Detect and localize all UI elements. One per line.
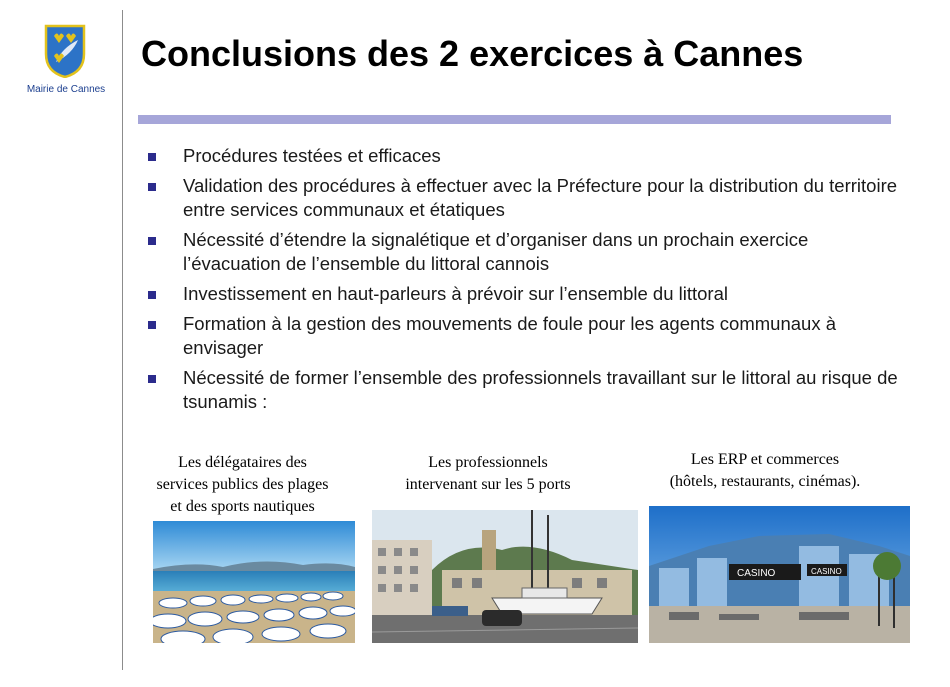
erp-caption-line: (hôtels, restaurants, cinémas). [669, 473, 861, 490]
list-item [148, 174, 898, 222]
beach-caption [140, 452, 345, 518]
page-title: Conclusions des 2 exercices à Cannes [141, 33, 804, 74]
port-photo [372, 510, 638, 643]
casino-photo [649, 506, 910, 643]
svg-text:CASINO: CASINO [811, 567, 842, 576]
erp-caption [650, 449, 880, 493]
logo [14, 24, 114, 95]
cannes-coat-of-arms-icon [44, 24, 86, 78]
bullet-text: Investissement en haut-parleurs à prévoir sur l’ensemble du littoral [183, 283, 728, 304]
bullet-square-icon [148, 375, 156, 383]
bullet-text: Nécessité d’étendre la signalétique et d’organiser dans un prochain exercice l’évacuation de l’ensemble du littoral cannois [183, 229, 809, 274]
port-caption [388, 452, 588, 496]
beach-caption-line: et des sports nautiques [170, 498, 315, 515]
erp-caption-line: Les ERP et commerces [690, 451, 840, 468]
port-caption-line: intervenant sur les 5 ports [405, 476, 571, 493]
bullet-text: Nécessité de former l’ensemble des professionnels travaillant sur le littoral au risque de tsunamis : [183, 367, 898, 412]
bullet-list [148, 144, 898, 420]
logo-caption: Mairie de Cannes [26, 84, 106, 95]
beach-caption-line: Les délégataires des [178, 454, 307, 471]
bullet-text: Procédures testées et efficaces [183, 145, 441, 166]
list-item [148, 228, 898, 276]
bullet-square-icon [148, 237, 156, 245]
port-caption-line: Les professionnels [428, 454, 548, 471]
svg-text:CASINO: CASINO [737, 568, 776, 579]
bullet-square-icon [148, 153, 156, 161]
beach-photo [153, 521, 355, 643]
title-underline-bar [138, 115, 891, 124]
bullet-square-icon [148, 291, 156, 299]
bullet-square-icon [148, 321, 156, 329]
bullet-text: Validation des procédures à effectuer avec la Préfecture pour la distribution du territoire entre services communaux et étatiques [183, 175, 898, 220]
bullet-square-icon [148, 183, 156, 191]
list-item [148, 282, 898, 306]
list-item [148, 312, 898, 360]
list-item [148, 144, 898, 168]
vertical-divider [122, 10, 123, 670]
beach-caption-line: services publics des plages [156, 476, 329, 493]
bullet-text: Formation à la gestion des mouvements de foule pour les agents communaux à envisager [183, 313, 837, 358]
list-item [148, 366, 898, 414]
